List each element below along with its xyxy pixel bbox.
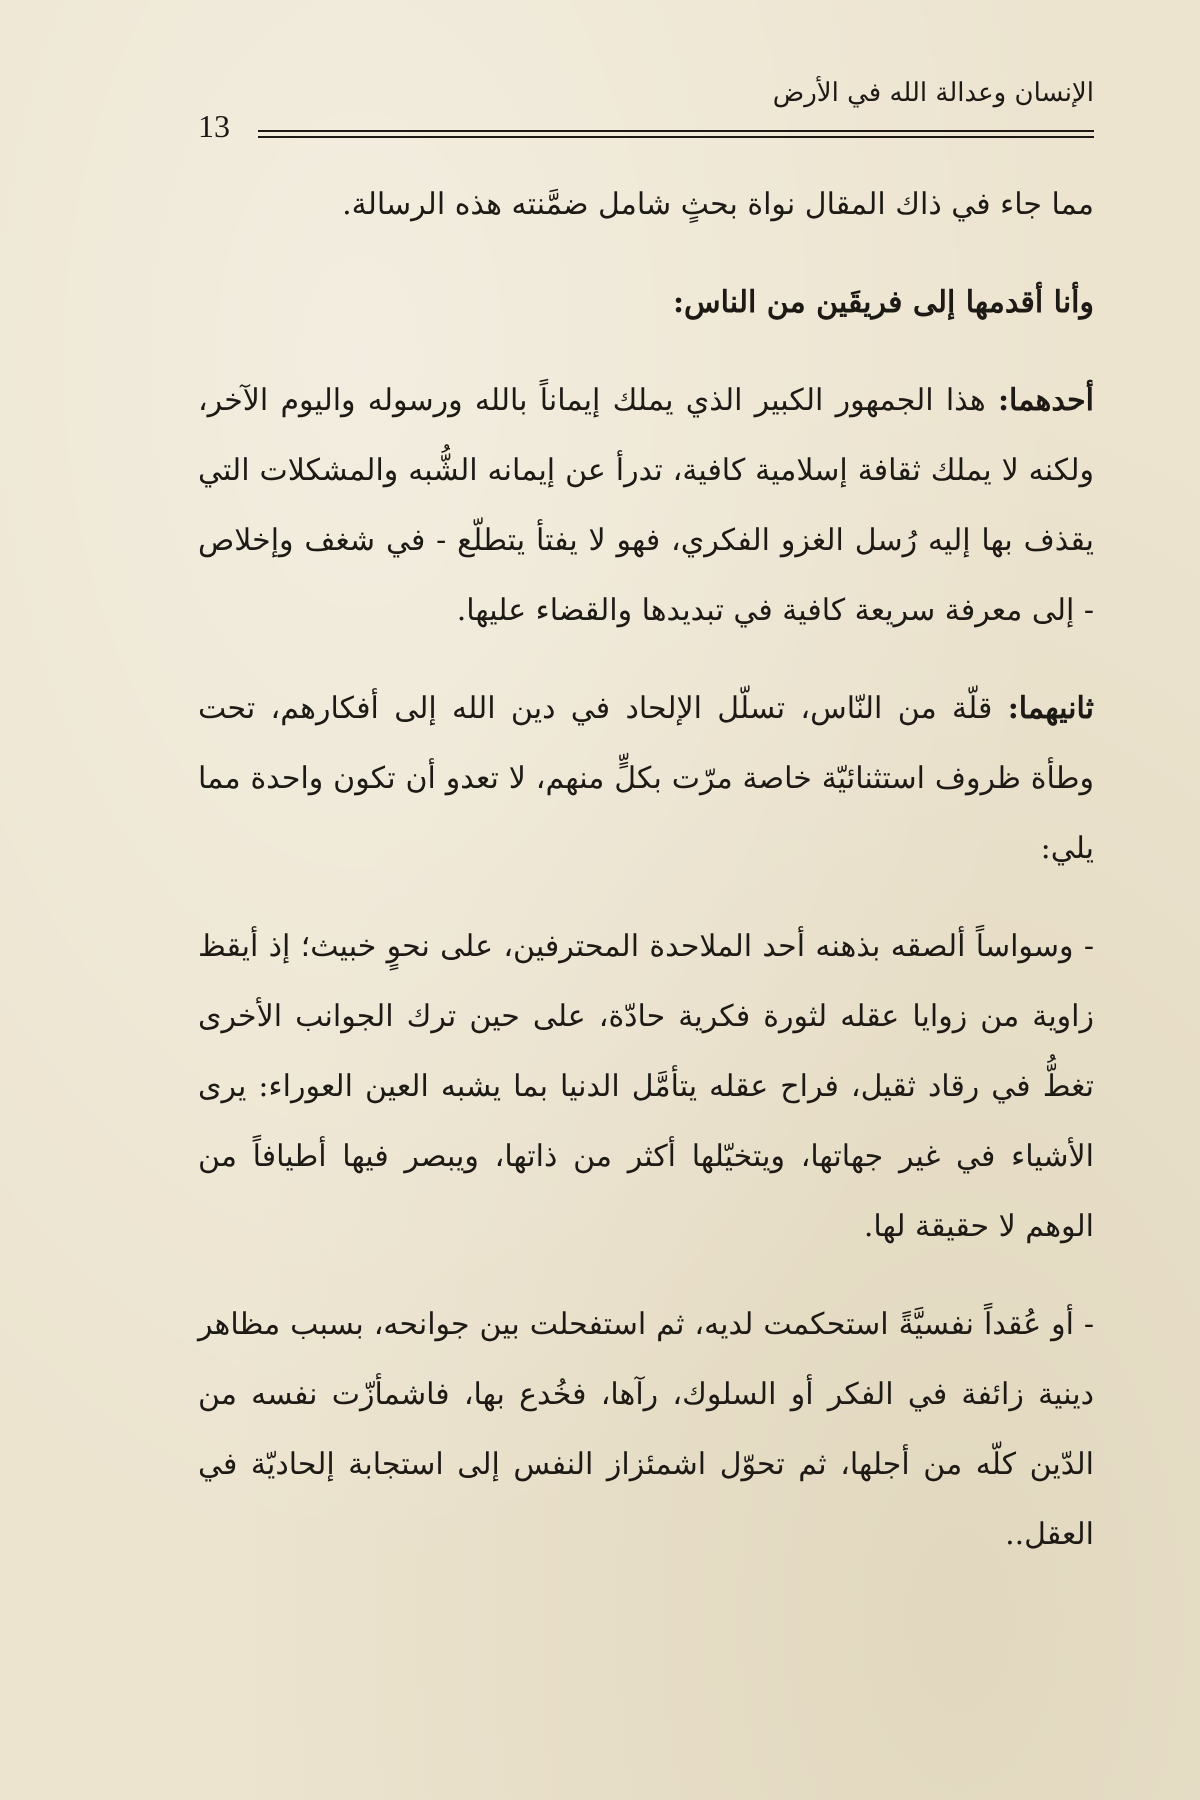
paragraph-second-group [198,674,1094,884]
first-group-lead: أحدهما: [997,383,1094,418]
paragraph-complexes-text: - أو عُقداً نفسيَّةً استحكمت لديه، ثم استفحلت بين جوانحه، بسبب مظاهر دينية زائفة في الفكر أو السلوك، رآها، فخُدع بها، فاشمأزّت نفسه من الدّين كلّه من أجلها، ثم تحوّل اشمئزاز النفس إلى استجابة إلحاديّة في العقل.. [198,1307,1094,1552]
paragraph-whisper [198,912,1094,1262]
second-group-text: قلّة من النّاس، تسلّل الإلحاد في دين الله إلى أفكارهم، تحت وطأة ظروف استثنائيّة خاصة مرّت بكلٍّ منهم، لا تعدو أن تكون واحدة مما يلي: [198,691,1094,866]
page-number: 13 [198,108,230,144]
paragraph-whisper-text: - وسواساً ألصقه بذهنه أحد الملاحدة المحترفين، على نحوٍ خبيث؛ إذ أيقظ زاوية من زوايا عقله لثورة فكرية حادّة، على حين ترك الجوانب الأخرى تغطُّ في رقاد ثقيل، فراح عقله يتأمَّل الدنيا بما يشبه العين العوراء: يرى الأشياء في غير جهاتها، ويتخيّلها أكثر من ذاتها، ويبصر فيها أطيافاً من الوهم لا حقيقة لها. [198,929,1094,1244]
paragraph-first-group [198,366,1094,646]
paragraph-audience-text: وأنا أقدمها إلى فريقَين من الناس: [672,285,1094,320]
page-body-text [198,170,1094,1598]
first-group-text: هذا الجمهور الكبير الذي يملك إيماناً بالله ورسوله واليوم الآخر، ولكنه لا يملك ثقافة إسلامية كافية، تدرأ عن إيمانه الشُّبه والمشكلات التي يقذف بها إليه رُسل الغزو الفكري، فهو لا يفتأ يتطلّع - في شغف وإخلاص - إلى معرفة سريعة كافية في تبديدها والقضاء عليها. [198,383,1094,628]
paragraph-complexes [198,1290,1094,1570]
running-head-title: الإنسان وعدالة الله في الأرض [772,78,1094,108]
paragraph-audience [198,268,1094,338]
paragraph-intro-text: مما جاء في ذاك المقال نواة بحثٍ شامل ضمَّنته هذه الرسالة. [342,187,1094,222]
second-group-lead: ثانيهما: [1007,691,1094,726]
paragraph-intro [198,170,1094,240]
header-double-rule [258,130,1094,138]
